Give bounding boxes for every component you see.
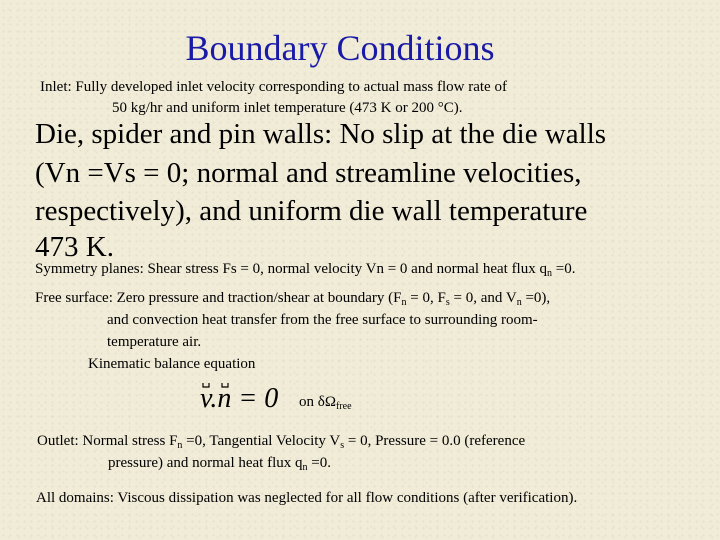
outlet-sub-2: s [340,440,345,451]
slide-title: Boundary Conditions [185,28,495,68]
outlet-line2-pre: pressure) and normal heat flux q [108,455,303,471]
walls-line-2: (Vn =Vs = 0; normal and streamline velocities, [35,157,582,189]
equation-formula: v.n = 0 [200,383,279,414]
free-surface-line-4: Kinematic balance equation [88,356,256,372]
walls-line-3: respectively), and uniform die wall temperature [35,195,588,227]
outlet-mid-2: = 0, Pressure = 0.0 (reference [344,433,526,449]
free-surface-line-2: and convection heat transfer from the free surface to surrounding room- [107,312,538,328]
free-surface-mid-1: = 0, F [406,290,446,306]
equation-domain [299,391,352,413]
free-surface-line-1 [35,287,550,309]
outlet-line-1 [37,430,525,452]
free-surface-sub-2: s [445,297,450,308]
equation-on-sub: free [335,401,352,412]
walls-line-4: 473 K. [35,231,114,263]
symmetry-sub: n [546,268,552,279]
symmetry-tail: =0. [551,261,576,277]
symmetry-text: Symmetry planes: Shear stress Fs = 0, normal velocity Vn = 0 and normal heat flux q [35,261,547,277]
outlet-sub-1: n [177,440,183,451]
outlet-line-2 [108,452,331,474]
all-domains-line: All domains: Viscous dissipation was neglected for all flow conditions (after verification). [36,490,578,506]
equation-on-text: on δΩ [299,394,336,410]
walls-line-1: Die, spider and pin walls: No slip at the die walls [35,118,607,150]
outlet-pre: Outlet: Normal stress F [37,433,178,449]
free-surface-pre: Free surface: Zero pressure and traction/shear at boundary (F [35,290,402,306]
outlet-mid-1: =0, Tangential Velocity V [182,433,341,449]
free-surface-mid-2: = 0, and V [449,290,517,306]
inlet-line-1: Inlet: Fully developed inlet velocity corresponding to actual mass flow rate of [40,79,507,95]
free-surface-sub-3: n [516,297,522,308]
outlet-line2-tail: =0. [307,455,331,471]
kinematic-equation [198,378,293,414]
symmetry-line [35,258,575,280]
inlet-line-2: 50 kg/hr and uniform inlet temperature (473 K or 200 °C). [112,100,463,116]
free-surface-sub-1: n [401,297,407,308]
free-surface-line-3: temperature air. [107,334,202,350]
outlet-sub-3: n [302,462,308,473]
free-surface-tail: =0), [521,290,551,306]
